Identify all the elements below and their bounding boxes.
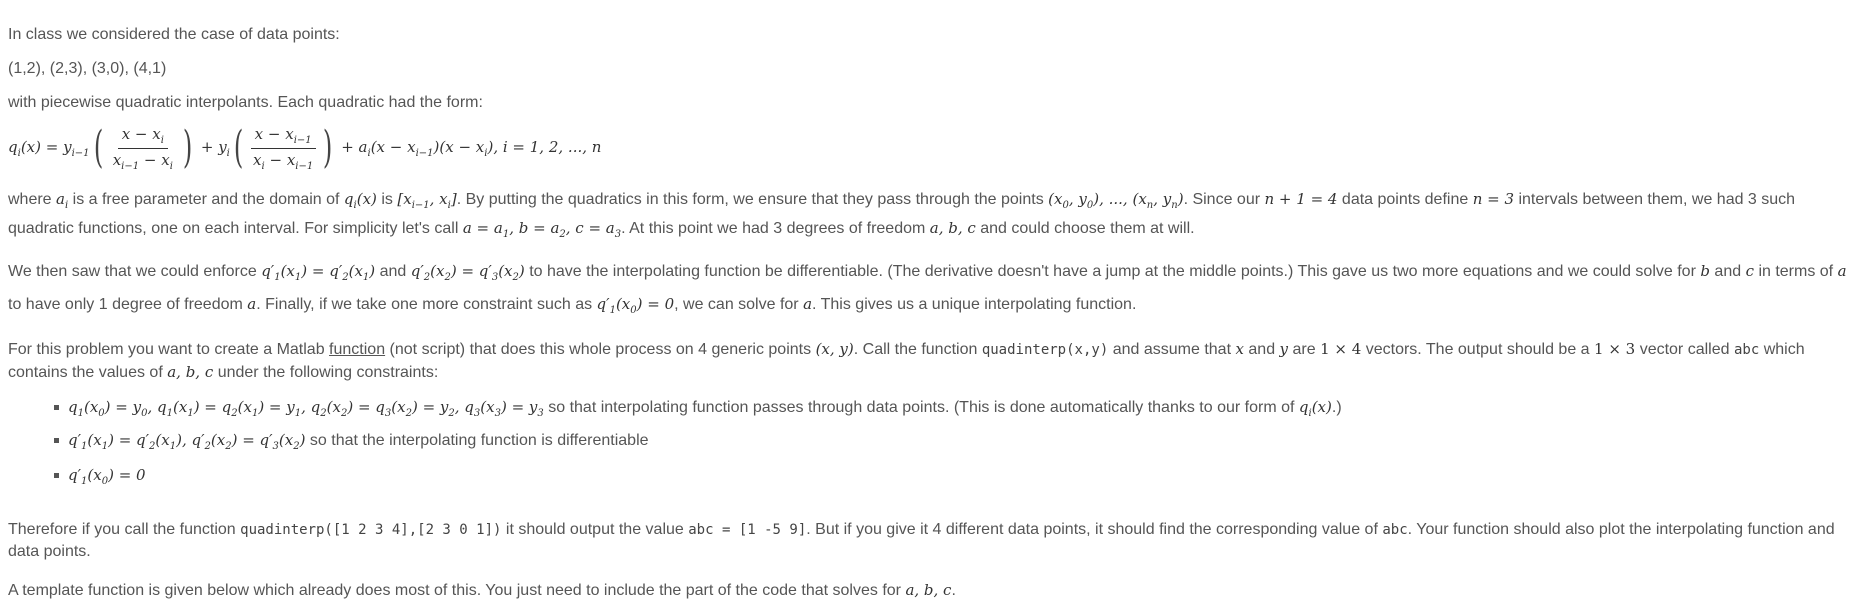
data-points: (1,2), (2,3), (3,0), (4,1) <box>8 60 167 77</box>
constraint-initial-derivative: $q'_1(x_0) = 0$ <box>54 464 1858 493</box>
enforce-paragraph: We then saw that we could enforce $q'_1(x_1) = q'_2(x_1)$ and $q'_2(x_2) = q'_3(x_2)$ to have the interpolating function be differentiable. (The derivative doesn't have a jump at the middle points.) This gave us two more equations and we could solve for b and c in terms of a to have only 1 degree of freedom a. Finally, if we take one more constraint such as $q'_1(x_0) = 0$, we can solve for a. This gives us a unique interpolating function. <box>8 262 1847 316</box>
constraints-list <box>8 396 1858 493</box>
where-paragraph: where $a_i$ is a free parameter and the domain of $q_i(x)$ is [$x_{i-1}$, $x_i$]. By putting the quadratics in this form, we ensure that they pass through the points ($x_0$, $y_0$), ..., ($x_n$, $y_n$). Since our n + 1 = 4 data points define n = 3 intervals between them, we had 3 such quadratic functions, one on each interval. For simplicity let's call $a = a_1$, $b = a_2$, $c = a_3$. At this point we had 3 degrees of freedom a, b, c and could choose them at will. <box>8 190 1796 240</box>
form-intro-text: with piecewise quadratic interpolants. Each quadratic had the form: <box>8 94 483 111</box>
therefore-paragraph: Therefore if you call the function quadinterp([1 2 3 4],[2 3 0 1]) it should output the value abc = [1 -5 9]. But if you give it 4 different data points, it should find the corresponding value of abc. Your function should also plot the interpolating function and data points. <box>8 521 1835 560</box>
problem-paragraph: For this problem you want to create a Matlab function (not script) that does this whole process on 4 generic points (x, y). Call the function quadinterp(x,y) and assume that x and y are 1 × 4 vectors. The output should be a 1 × 3 vector called abc which contains the values of a, b, c under the following constraints: <box>8 340 1805 381</box>
intro-text: In class we considered the case of data points: <box>8 26 340 43</box>
constraint-differentiable: $q'_1(x_1) = q'_2(x_1)$, $q'_2(x_2) = q'_3(x_2)$ so that the interpolating function is differentiable <box>54 429 1858 458</box>
code-abc: abc <box>1733 342 1760 358</box>
fraction-2: $\frac{x - x_{i-1}}{x_i - x_{i-1}}$ <box>249 125 317 172</box>
fraction-1: $\frac{x - x_i}{x_{i-1} - x_i}$ <box>112 124 173 172</box>
constraint-interpolation: $q_1(x_0) = y_0$, $q_1(x_1) = q_2(x_1) = y_1$, $q_2(x_2) = q_3(x_2) = y_2$, $q_3(x_3) = y_3$ so that interpolating function passes through data points. (This is done automatically thanks to our form of $q_i(x)$.) <box>54 396 1858 425</box>
quadratic-formula: $q_i(x) = y_{i-1}$ ( $\frac{x - x_i}{x_{i-1} - x_i}$ ) + $y_i$ ( $\frac{x - x_{i-1}}{x_i - x_{i-1}}$ ) + $a_i(x - x_{i-1})(x - x_i)$, i = 1, 2, ..., n <box>8 122 602 173</box>
code-abc-2: abc <box>1382 522 1408 538</box>
function-link[interactable]: function <box>329 341 386 358</box>
code-quadinterp: quadinterp(x,y) <box>981 342 1109 358</box>
template-paragraph: A template function is given below which already does most of this. You just need to include the part of the code that solves for a, b, c. <box>8 581 956 599</box>
code-example-output: abc = [1 -5 9] <box>688 522 807 538</box>
code-example-call: quadinterp([1 2 3 4],[2 3 0 1]) <box>240 522 502 538</box>
